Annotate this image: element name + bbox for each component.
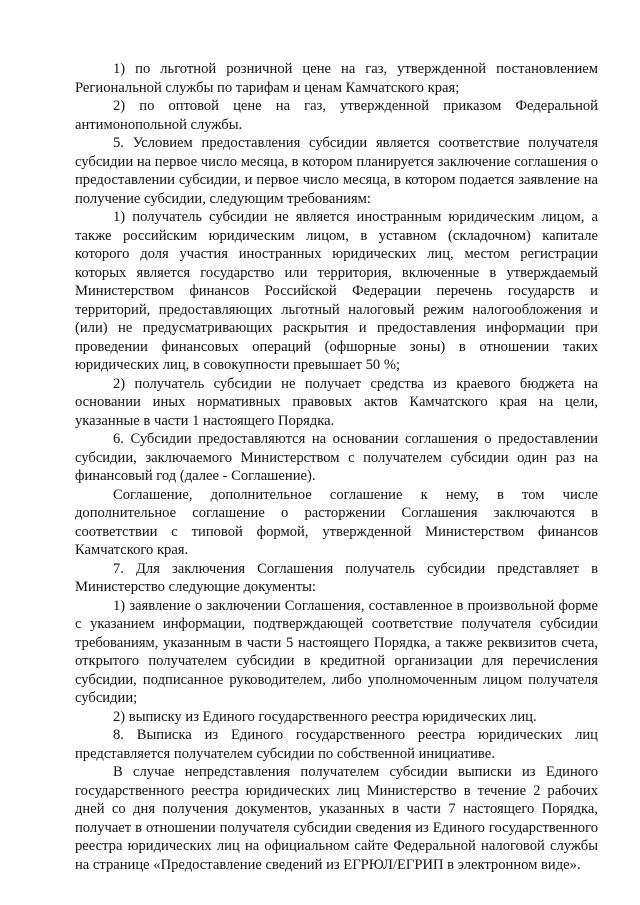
paragraph-section-5: 5. Условием предоставления субсидии является соответствие получателя субсидии на первое число месяца, в котором планируется заключение соглашения о предоставлении субсидии, и первое число месяца, в котором подается заявление на получение субсидии, следующим требованиям: [75, 135, 598, 207]
paragraph-gas-wholesale-price: 2) по оптовой цене на газ, утвержденной приказом Федеральной антимонопольной службы. [75, 98, 598, 133]
paragraph-section-8: 8. Выписка из Единого государственного реестра юридических лиц представляется получателем субсидии по собственной инициативе. [75, 727, 598, 762]
paragraph-section-6: 6. Субсидии предоставляются на основании соглашения о предоставлении субсидии, заключаемого Министерством с получателем субсидии один раз на финансовый год (далее - Соглашение). [75, 431, 598, 484]
paragraph-non-submission: В случае непредставления получателем субсидии выписки из Единого государственного реестра юридических лиц Министерство в течение 2 рабочих дней со дня получения документов, указанных в части 7 настоящего Порядка, получает в отношении получателя субсидии сведения из Единого государственного реестра юридических лиц на официальном сайте Федеральной налоговой службы на странице «Предоставление сведений из ЕГРЮЛ/ЕГРИП в электронном виде». [75, 764, 598, 873]
paragraph-requirement-2: 2) получатель субсидии не получает средства из краевого бюджета на основании иных нормативных правовых актов Камчатского края на цели, указанные в части 1 настоящего Порядка. [75, 375, 598, 429]
paragraph-document-2: 2) выписку из Единого государственного реестра юридических лиц. [113, 708, 537, 725]
paragraph-gas-retail-price: 1) по льготной розничной цене на газ, утвержденной постановлением Региональной службы по тарифам и ценам Камчатского края; [75, 61, 598, 96]
paragraph-document-1: 1) заявление о заключении Соглашения, составленное в произвольной форме с указанием информации, подтверждающей соответствие получателя субсидии требованиям, указанным в части 5 настоящего Порядка, а также реквизитов счета, открытого получателем субсидии в кредитной организации для перечисления субсидии, подписанное руководителем, либо уполномоченным лицом получателя субсидии; [75, 597, 598, 706]
document-page [75, 60, 598, 874]
paragraph-section-7: 7. Для заключения Соглашения получатель субсидии представляет в Министерство следующие документы: [75, 560, 598, 595]
paragraph-agreement: Соглашение, дополнительное соглашение к нему, в том числе дополнительное соглашение о расторжении Соглашения заключаются в соответствии с типовой формой, утвержденной Министерством финансов Камчатского края. [75, 486, 598, 558]
paragraph-requirement-1: 1) получатель субсидии не является иностранным юридическим лицом, а также российским юридическим лицом, в уставном (складочном) капитале которого доля участия иностранных юридических лиц, местом регистрации которых является государство или территория, включенные в утверждаемый Министерством финансов Российской Федерации перечень государств и территорий, предоставляющих льготный налоговый режим налогообложения и (или) не предусматривающих раскрытия и предоставления информации при проведении финансовых операций (офшорные зоны) в отношении таких юридических лиц, в совокупности превышает 50 %; [75, 209, 598, 373]
